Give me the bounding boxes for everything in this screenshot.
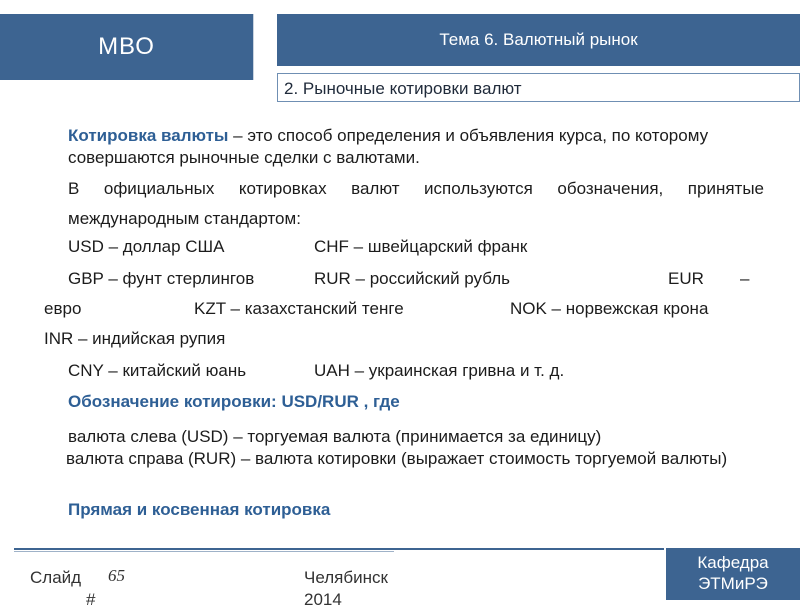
official-text: В официальных котировках валют используются обозначения, принятые международным стандартом: [68, 179, 764, 228]
currency-row-4 [44, 328, 764, 350]
notation-heading [44, 391, 788, 413]
official-paragraph [44, 174, 764, 234]
currency-row-2 [44, 268, 764, 290]
currency-eur-code: EUR [668, 269, 704, 288]
definition-text: – это способ определения и объявления курса, по которому совершаются рыночные сделки с валютами. [68, 126, 709, 167]
footer-year: 2014 [304, 590, 342, 609]
topic-title: Тема 6. Валютный рынок [277, 14, 800, 66]
currency-inr: INR – индийская рупия [44, 329, 226, 348]
slide-label: Слайд [30, 568, 82, 587]
direct-heading [44, 499, 788, 521]
currency-gbp: GBP – фунт стерлингов [68, 269, 255, 288]
department-line-1: Кафедра [697, 553, 769, 572]
currency-uah: UAH – украинская гривна и т. д. [314, 361, 565, 380]
department-line-2: ЭТМиРЭ [698, 574, 768, 593]
currency-chf: CHF – швейцарский франк [314, 237, 528, 256]
currency-kzt: KZT – казахстанский тенге [194, 299, 404, 318]
footer-divider [14, 548, 664, 550]
subtopic-title: 2. Рыночные котировки валют [277, 73, 800, 102]
definition-paragraph [44, 125, 764, 169]
definition-term: Котировка валюты [68, 126, 229, 145]
currency-nok: NOK – норвежская крона [510, 299, 709, 318]
course-title: МВО [0, 14, 253, 80]
slide-hash: # [86, 590, 96, 609]
direct-heading-text: Прямая и косвенная котировка [68, 500, 331, 519]
left-currency-line: валюта слева (USD) – торгуемая валюта (принимается за единицу) [68, 427, 602, 446]
currency-row-5 [44, 360, 788, 382]
footer-divider-thin [14, 551, 394, 552]
footer-city: Челябинск [304, 568, 388, 587]
currency-eur-dash: – [740, 269, 750, 288]
currency-eur-word: евро [44, 299, 82, 318]
currency-row-1 [44, 236, 788, 258]
currency-cny: CNY – китайский юань [68, 361, 247, 380]
right-currency-line: валюта справа (RUR) – валюта котировки (выражает стоимость торгуемой валюты) [66, 449, 728, 468]
department-box [666, 548, 800, 600]
header-divider [253, 14, 268, 80]
currency-rur: RUR – российский рубль [314, 269, 510, 288]
currency-row-3 [44, 298, 764, 320]
notation-details [44, 426, 764, 470]
notation-heading-text: Обозначение котировки: USD/RUR , где [68, 392, 400, 411]
slide-number: 65 [108, 566, 125, 585]
currency-usd: USD – доллар США [68, 237, 225, 256]
